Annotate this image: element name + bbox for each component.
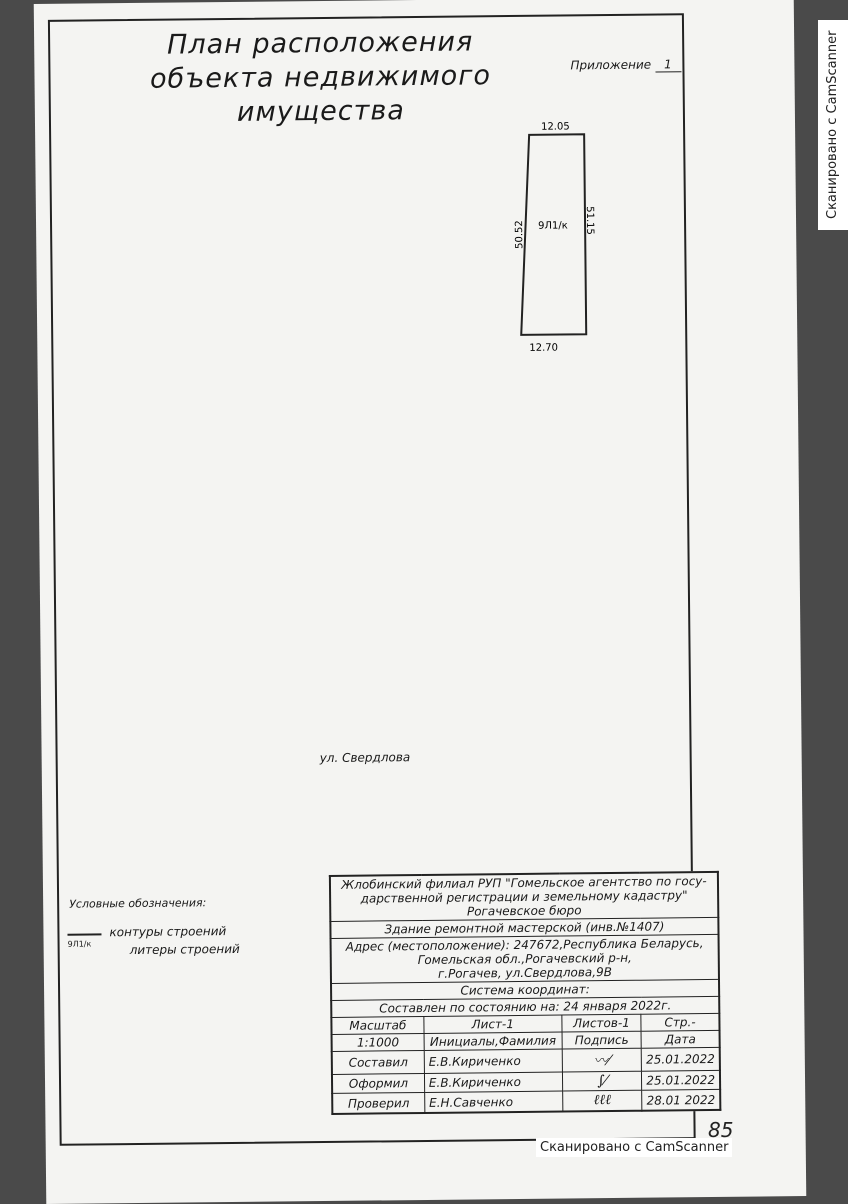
sheet-number: Лист-1	[424, 1015, 562, 1033]
signature-scribble: ℓℓℓ	[562, 1090, 642, 1111]
dim-left: 50.52	[514, 220, 526, 249]
signoff-name: Е.Н.Савченко	[424, 1091, 562, 1113]
date-header: Дата	[641, 1030, 719, 1048]
org-line-2: дарственной регистрации и земельному кадастру"	[360, 888, 688, 906]
stamp-coord-system: Система координат:	[331, 979, 719, 1000]
signoff-role: Оформил	[332, 1073, 425, 1093]
stamp-org-cell	[330, 872, 718, 922]
signoff-date: 28.01 2022	[642, 1089, 720, 1110]
address-line-1: Адрес (местоположение): 247672,Республика Беларусь,	[345, 936, 704, 954]
dim-bottom: 12.70	[529, 342, 559, 354]
org-line-1: Жлобинский филиал РУП "Гомельское агентство по госу-	[341, 874, 707, 892]
title-line-2: объекта недвижимого имущества	[149, 60, 492, 128]
signoff-name: Е.В.Кириченко	[424, 1072, 562, 1092]
stamp-object: Здание ремонтной мастерской (инв.№1407)	[330, 917, 718, 938]
drawing-frame	[48, 13, 716, 1146]
signoff-role: Составил	[332, 1050, 425, 1074]
title-line-1: План расположения	[166, 26, 474, 61]
stamp-signoff-row	[332, 1089, 720, 1114]
handwritten-page-mark: 85	[708, 1118, 734, 1142]
stamp-address-cell	[331, 934, 719, 983]
org-line-3: Рогачевское бюро	[466, 903, 582, 919]
signature-header: Подпись	[562, 1031, 642, 1049]
stamp-compiled: Составлен по состоянию на: 24 января 2022г.	[331, 996, 719, 1017]
title-block-table	[329, 871, 721, 1115]
stamp-address-row	[331, 934, 719, 983]
scale-value: 1:1000	[332, 1033, 425, 1051]
legend-contour-line	[67, 933, 101, 935]
building-outline	[519, 134, 586, 335]
stamp-org-row	[330, 872, 718, 922]
appendix-text: Приложение	[570, 57, 652, 73]
legend-letters-label: литеры строений	[129, 941, 240, 958]
initials-header: Инициалы,Фамилия	[424, 1032, 562, 1050]
address-line-2: Гомельская обл.,Рогачевский р-н,	[417, 950, 632, 968]
signoff-role: Проверил	[332, 1092, 425, 1113]
signoff-date: 25.01.2022	[641, 1047, 719, 1071]
scale-header: Масштаб	[331, 1016, 424, 1034]
address-line-3: г.Рогачев, ул.Свердлова,9В	[437, 965, 612, 981]
street-name: ул. Свердлова	[319, 750, 411, 766]
signature-scribble: ∫⁄	[562, 1071, 642, 1091]
signature-scribble: 〰⁄	[562, 1048, 642, 1072]
dim-right: 51.15	[583, 206, 596, 235]
legend-letter-mark: 9Л1/к	[67, 939, 92, 949]
appendix-number: 1	[655, 57, 681, 72]
pages-label: Стр.-	[641, 1013, 719, 1031]
legend-title: Условные обозначения:	[69, 896, 207, 911]
signoff-name: Е.В.Кириченко	[424, 1049, 562, 1073]
signoff-date: 25.01.2022	[642, 1070, 720, 1090]
sheets-count: Листов-1	[562, 1014, 642, 1032]
legend-contours-label: контуры строений	[109, 924, 227, 940]
scanner-watermark-side: Сканировано с CamScanner	[818, 20, 848, 230]
dim-top: 12.05	[540, 121, 570, 133]
building-label: 9Л1/к	[538, 220, 568, 232]
scanner-watermark-bottom: Сканировано с CamScanner	[536, 1138, 732, 1157]
document-sheet	[34, 0, 807, 1204]
